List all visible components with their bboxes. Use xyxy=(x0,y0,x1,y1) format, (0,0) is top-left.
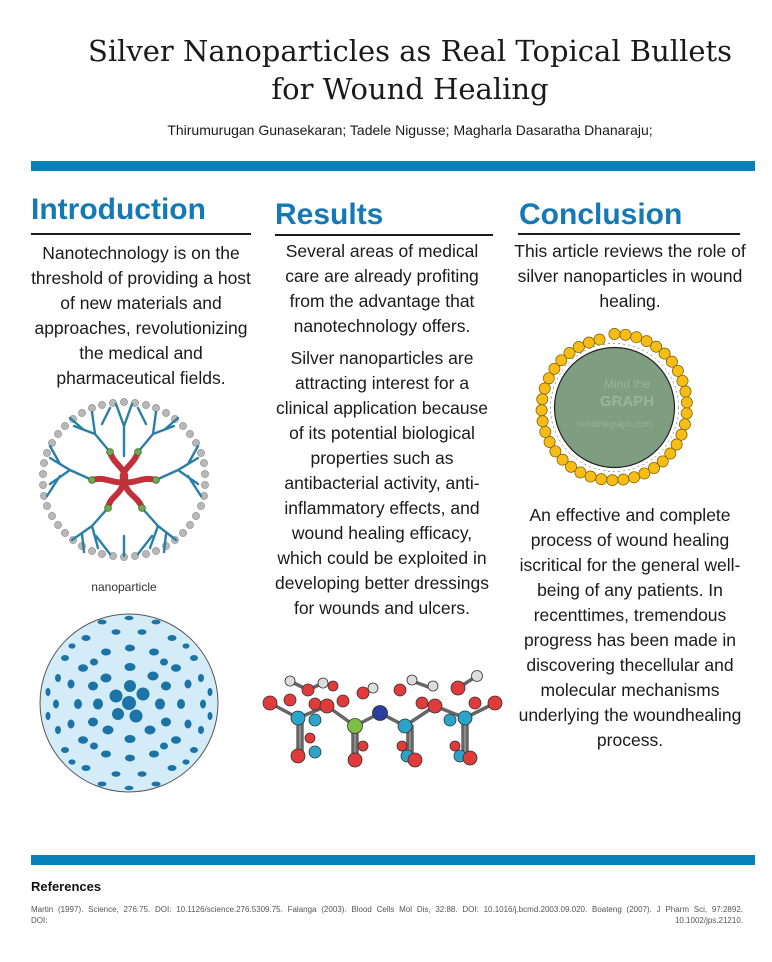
introduction-rule xyxy=(31,233,251,235)
conclusion-paragraph-2: An effective and complete process of wound healing iscritical for the general well-being of any patients. In recenttimes, tremendous progress has been made in discovering thecellular and molecular mechanisms underlying the woundhealing process. xyxy=(518,505,742,750)
watermark-line-3: mindthegraph.com xyxy=(576,419,652,429)
bottom-divider-bar xyxy=(31,855,755,865)
title-line-2: for Wound Healing xyxy=(271,72,549,106)
results-paragraph-2: Silver nanoparticles are attracting interest for a clinical application because of its potential biological properties such as antibacterial activity, anti-inflammatory effects, and wound healing efficacy, which could be exploited in developing better dressings for wounds and ulcers. xyxy=(274,348,490,618)
title-line-1: Silver Nanoparticles as Real Topical Bullets xyxy=(87,34,733,68)
nanoparticle-caption: nanoparticle xyxy=(91,580,157,594)
introduction-heading: Introduction xyxy=(31,193,206,226)
introduction-text: Nanotechnology is on the threshold of providing a host of new materials and approaches, revolutionizing the medical and pharmaceutical fields. xyxy=(31,243,251,388)
top-divider-bar xyxy=(31,161,755,171)
conclusion-paragraph-1: This article reviews the role of silver nanoparticles in wound healing. xyxy=(514,241,746,311)
authors: Thirumurugan Gunasekaran; Tadele Nigusse; Magharla Dasaratha Dhanaraju; xyxy=(167,122,653,138)
watermark-line-2: GRAPH xyxy=(599,393,655,410)
watermark-line-1: Mind the xyxy=(603,377,651,391)
references-line-1: Martin (1997). Science, 276:75. DOI: 10.1126/science.276.5309.75. Falanga (2003). Blood Cells Mol Dis, 32:88. DOI: 10.1016/j.bcmd.2003.09.020. Boateng (2007). J Pharm Sci, 97:2892. xyxy=(31,905,743,914)
conclusion-heading: Conclusion xyxy=(519,198,683,231)
results-paragraph-1: Several areas of medical care are already profiting from the advantage that nanotechnology offers. xyxy=(285,241,479,336)
references-doi-value: 10.1002/jps.21210. xyxy=(674,916,743,925)
results-rule xyxy=(275,234,493,236)
references-line-2 xyxy=(31,915,743,926)
poster-title xyxy=(60,32,760,108)
molecular-structure-icon xyxy=(255,668,515,768)
dendrimer-nanoparticle-icon xyxy=(38,396,210,568)
spotted-sphere-icon xyxy=(38,612,220,794)
references-doi-label: DOI: xyxy=(31,916,48,925)
results-heading: Results xyxy=(275,198,384,231)
references-heading: References xyxy=(31,879,102,894)
conclusion-rule xyxy=(518,233,740,235)
coated-nanoparticle-icon xyxy=(532,326,697,491)
